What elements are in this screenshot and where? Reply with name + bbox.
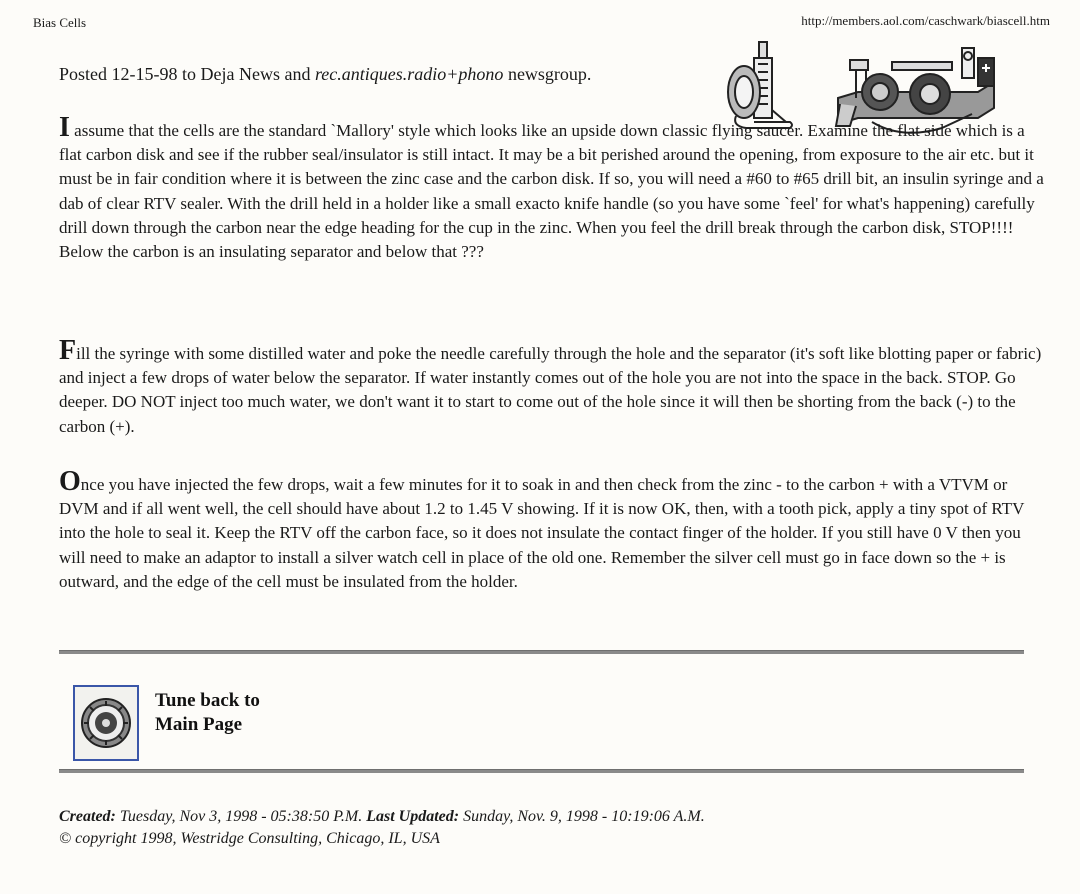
page-url: http://members.aol.com/caschwark/biascell.htm bbox=[801, 13, 1050, 28]
copyright: © copyright 1998, Westridge Consulting, Chicago, IL, USA bbox=[59, 830, 440, 847]
created-label: Created: bbox=[59, 808, 116, 825]
main-page-link[interactable] bbox=[73, 685, 305, 761]
paragraph-2 bbox=[59, 335, 1049, 439]
updated-value: Sunday, Nov. 9, 1998 - 10:19:06 A.M. bbox=[459, 808, 705, 825]
main-page-link-text[interactable] bbox=[155, 689, 305, 737]
footer-dates bbox=[59, 806, 705, 828]
created-value: Tuesday, Nov 3, 1998 - 05:38:50 P.M. bbox=[115, 808, 363, 825]
paragraph-1-text: assume that the cells are the standard `Mallory' style which looks like an upside down classic flying saucer. Examine the flat side which is a flat carbon disk and see if the rubber seal/insulator is still intact. It may be a bit perished around the opening, from exposure to the air etc. but it must be in fair condition where it is between the zinc case and the carbon disk. If so, you will need a #60 to #65 drill bit, an insulin syringe and a dab of clear RTV sealer. With the drill held in a holder like a small exacto knife handle (so you have some `feel' for what's happening) carefully drill down through the carbon near the edge heading for the cup in the zinc. When you feel the drill break through the carbon disk, STOP!!!! Below the carbon is an insulating separator and below that ??? bbox=[59, 121, 1044, 262]
divider-top bbox=[59, 650, 1024, 654]
posted-line bbox=[59, 64, 591, 85]
newsgroup-name: rec.antiques.radio+phono bbox=[314, 64, 504, 84]
posted-suffix: newsgroup. bbox=[503, 64, 592, 84]
paragraph-1 bbox=[59, 112, 1049, 264]
paragraph-2-text: ill the syringe with some distilled water and poke the needle carefully through the hole and the separator (it's soft like blotting paper or fabric) and inject a few drops of water below the separator. If water instantly comes out of the hole you are not into the space in the back. STOP. Go deeper. DO NOT inject too much water, we don't want it to start to come out of the hole since it will then be shorting from the back (-) to the carbon (+). bbox=[59, 344, 1042, 436]
paragraph-3 bbox=[59, 466, 1049, 594]
dropcap-3: O bbox=[59, 466, 81, 497]
radio-dial-icon[interactable] bbox=[73, 685, 139, 761]
posted-prefix: Posted 12-15-98 to Deja News and bbox=[59, 64, 315, 84]
main-page-link-line2[interactable]: Main Page bbox=[155, 714, 243, 735]
main-page-link-line1[interactable]: Tune back to bbox=[155, 690, 260, 711]
paragraph-3-text: nce you have injected the few drops, wait a few minutes for it to soak in and then check from the zinc - to the carbon + with a VTVM or DVM and if all went well, the cell should have about 1.2 to 1.45 V showing. If it is now OK, then, with a tooth pick, apply a tiny spot of RTV into the hole to seal it. Keep the RTV off the carbon face, so it does not insulate the contact finger of the holder. If you still have 0 V then you will need to make an adaptor to install a silver watch cell in place of the old one. Remember the silver cell must go in face down so the + is outward, and the edge of the cell must be insulated from the holder. bbox=[59, 475, 1025, 591]
dropcap-2: F bbox=[59, 335, 77, 366]
divider-bottom bbox=[59, 769, 1024, 773]
updated-label: Last Updated: bbox=[362, 808, 460, 825]
footer bbox=[59, 806, 705, 850]
dropcap-1: I bbox=[59, 112, 70, 143]
page-title: Bias Cells bbox=[33, 15, 87, 30]
